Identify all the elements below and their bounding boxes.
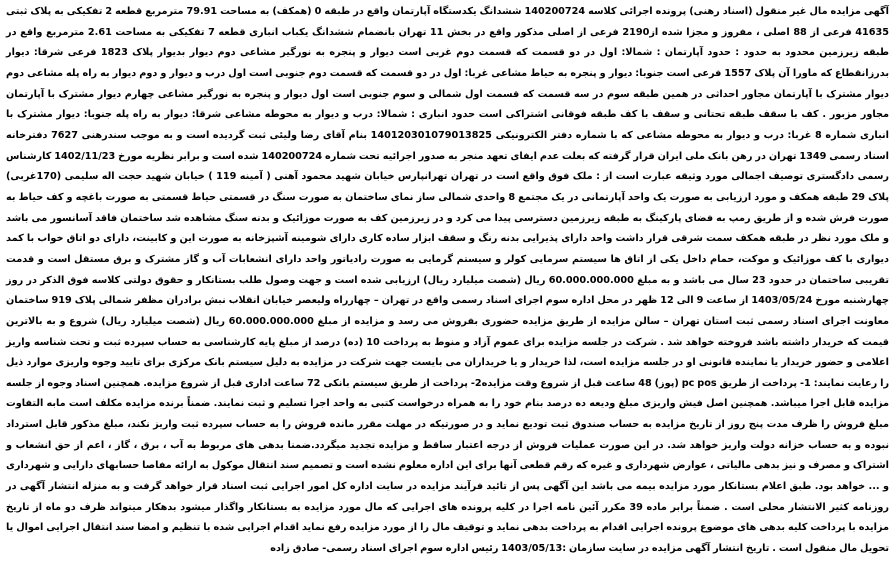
auction-notice-text: آگهی مزایده مال غیر منقول (اسناد رهنی) پرونده اجرائی کلاسه 140200724 ششدانگ یکدستگاه آپارتمان واقع در طبقه 0 (همکف) به مساحت 79.91 مترمربع قطعه 2 تفکیکی به پلاک ثبتی 41635 فرعی از 88 اصلی ، مفروز و مجزا شده از2190 فرعی از اصلی مذکور واقع در بخش 11 تهران بانضمام ششدانگ یکباب انباری قطعه 7 تفکیکی به مساحت 2.61 مترمربع واقع در طبقه زیرزمین محدود به حدود : حدود آپارتمان : شمالا: اول در دو قسمت که قسمت دوم غربی است دیوار و پنجره به نورگیر مشاعی دوم دیوار بدیوار پلاک 1823 فرعی شرقا: دیوار بدرزانقطاع که ماورا آن پلاک 1557 فرعی است جنوبا: دیوار و پنجره به حیاط مشاعی غربا: اول در دو قسمت که قسمت دوم جنوبی است اول درب و دیوار و دوم دیوار به راه پله مشاعی دوم دیوار مشترک با آپارتمان مجاور احداثی در همین طبقه سوم در سه قسمت که قسمت اول شمالی و سوم جنوبی است اول دیوار و پنجره به نورگیر مشاعی چهارم دیوار مشترک با آپارتمان مجاور مزبور . کف با سقف طبقه تحتانی و سقف با کف طبقه فوقانی اشتراکی است حدود انباری : شمالا: درب و دیوار به محوطه مشاعی شرقا: دیوار به راه پله جنوبا: دیوار مشترک با انباری شماره 8 غربا: درب و دیوار به محوطه مشاعی که با شماره دفتر الکترونیکی 140120301079013825 بنام آقای رضا ولیئی ثبت گردیده است و به موجب سندرهنی 7627 دفترخانه اسناد رسمی 1349 تهران در رهن بانک ملی ایران قرار گرفته که بعلت عدم ایفای تعهد منجر به صدور اجرائیه تحت شماره 140200724 شده است و برابر نظریه مورخ 1402/11/23 کارشناس رسمی دادگستری توصیف اجمالی مورد وثیقه عبارت است از : ملک فوق واقع است در تهران تهرانپارس خیابان شهید محمود آهنی ( آمینه 119 ) خیابان شهید حجت اله سلیمی (170غربی) پلاک 29 طبقه همکف و مورد ارزیابی به صورت یک واحد آپارتمانی در یک مجتمع 8 واحدی شمالی ساز نمای ساختمان به صورت سنگ در قسمتی حیاط قسمتی به صورت باغچه و کف حیاط به صورت فرش شده و از طریق رمپ به فضای پارکینگ به طبقه زیرزمین دسترسی پیدا می کرد و در زیرزمین کف به صورت موزائیک و بدنه سنگ مشاهده شد ساختمان فاقد آسانسور می باشد و ملک مورد نظر در طبقه همکف سمت شرقی قرار داشت واحد دارای پذیرایی بدنه رنگ و سقف ابزار ساده کاری دارای شومینه آشپزخانه به صورت این و کابینت، دارای دو اتاق خواب با کمد دیواری با کف موزائیک و موکت، حمام داخل یکی از اتاق ها سیستم سرمایی کولر و سیستم گرمایی به صورت رادیاتور واحد دارای انشعابات آب و گاز مشترک و برق مستقل است و قدمت تقریبی ساختمان در حدود 23 سال می باشد و به مبلغ 60.000.000.000 ریال (شصت میلیارد ریال) ارزیابی شده است و جهت وصول طلب بستانکار و حقوق دولتی کلاسه فوق الذکر در روز چهارشنبه مورخ 1403/05/24 از ساعت 9 الی 12 ظهر در محل اداره سوم اجرای اسناد رسمی واقع در تهران – چهارراه ولیعصر خیابان انقلاب نبش برادران مظفر شمالی پلاک 919 ساختمان معاونت اجرای اسناد رسمی ثبت استان تهران – سالن مزایده از طریق مزایده حضوری بفروش می رسد و مزایده از مبلغ 60.000.000.000 ریال (شصت میلیارد ریال) شروع و به بالاترین قیمت که خریدار داشته باشد فروخته خواهد شد . شرکت در جلسه مزایده برای عموم آزاد و منوط به پرداخت 10 (ده) درصد از مبلغ پایه کارشناسی به حساب سپرده ثبت و تحت شناسه واریز اعلامی و حضور خریدار یا نماینده قانونی او در جلسه مزایده است، لذا خریدار و یا خریداران می بایست جهت شرکت در مزایده به دلیل سیستم بانک مرکزی برای تایید وجوه واریزی موارد ذیل را رعایت نمایند: 1- پرداخت از طریق pc pos (پوز) 48 ساعت قبل از شروع وقت مزایده2- پرداخت از طریق سیستم بانکی 72 ساعت اداری قبل از شروع مزایده. همچنین اسناد وجوه از جلسه مزایده قابل اجرا میباشد. همچنین اصل فیش واریزی مبلغ ودیعه ده درصد بنام خود را به همراه درخواست کتبی به واحد اجرا تسلیم و ثبت نمایند. ضمناً برنده مزایده مکلف است مابه التفاوت مبلغ فروش را ظرف مدت پنج روز از تاریخ مزایده به حساب صندوق ثبت تودیع نماید و در صورتیکه در مهلت مقرر مانده فروش را به حساب سپرده ثبت واریز نکند، مبلغ مذکور قابل استرداد نبوده و به حساب خزانه دولت واریز خواهد شد. در این صورت عملیات فروش از درجه اعتبار ساقط و مزایده تجدید میگردد.ضمنا بدهی های مربوط به آب ، برق ، گاز ، اعم از حق انشعاب و اشتراک و مصرف و نیز بدهی مالیاتی ، عوارض شهرداری و غیره که رقم قطعی آنها برای این اداره معلوم نشده است و تصمیم سند انتقال موکول به ارائه مفاصا حسابهای دارایی و شهرداری و ... خواهد بود. طبق اعلام بستانکار مورد مزایده بیمه می باشد این آگهی پس از تائید فرآیند مزایده در سایت اداره کل امور اجرایی ثبت اسناد قرار خواهد گرفت و به منزله انتشار آگهی در روزنامه کثیر الانتشار محلی است . ضمناً برابر ماده 39 مکرر آئین نامه اجرا در کلیه پرونده های اجرایی که مال مورد مزایده به بستانکار واگذار میشود بدهکار میتواند ظرف دو ماه از تاریخ مزایده با پرداخت کلیه بدهی های موضوع پرونده اجرایی اقدام به پرداخت بدهی نماید و توقیف مال را از مورد مزایده رفع نماید اقدام اجرایی شده با تنظیم و امضا سند انتقال اجرایی اموال یا تحویل مال منقول است . تاریخ انتشار آگهی مزایده در سایت سازمان :1403/05/13 رئیس اداره سوم اجرای اسناد رسمی- صادق زاده [6, 6, 890, 555]
